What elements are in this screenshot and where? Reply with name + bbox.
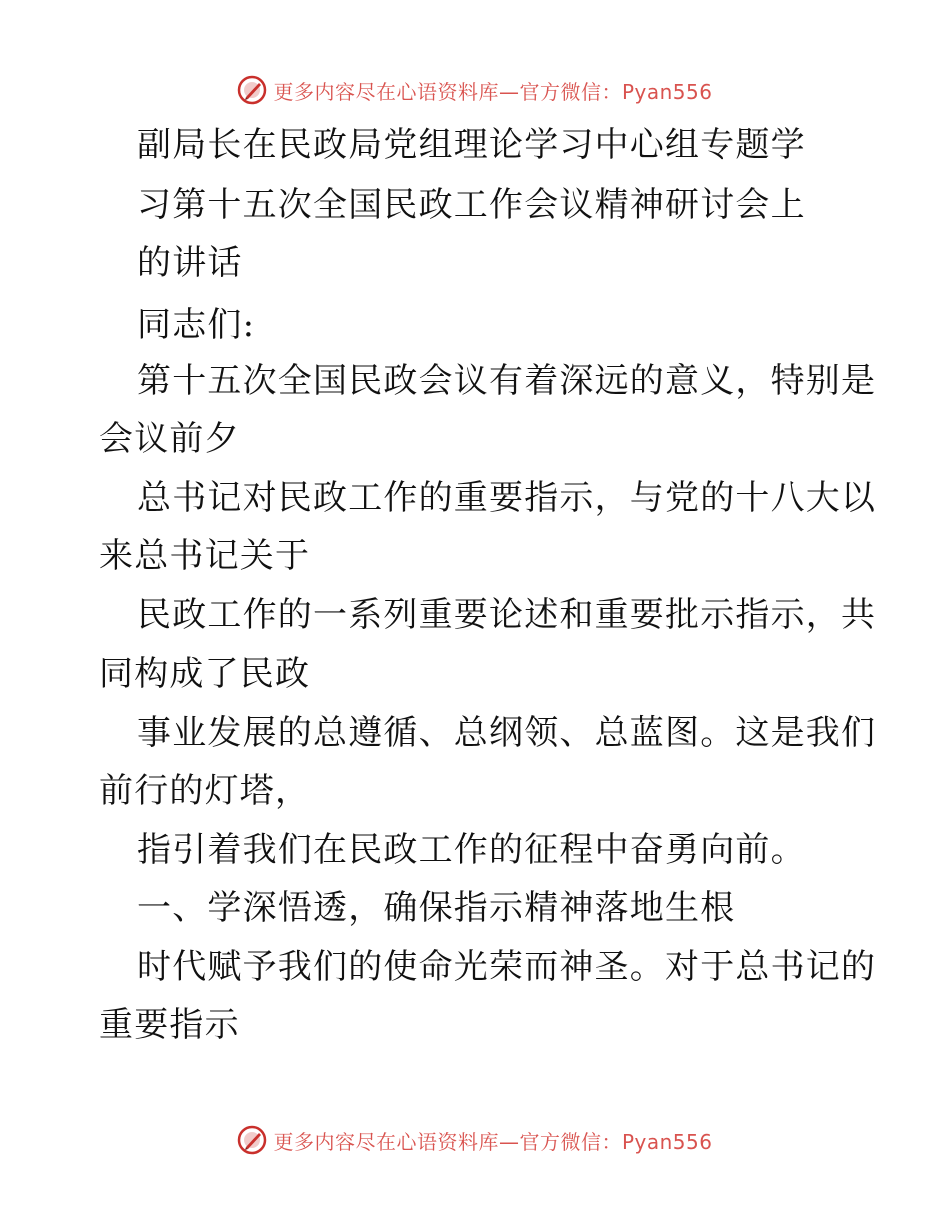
paragraph-2-line-2: 来总书记关于: [99, 536, 311, 576]
footer-banner-text: 更多内容尽在心语资料库—官方微信：Pyan556: [273, 1129, 713, 1154]
pen-seal-icon: [237, 75, 267, 105]
section-heading-1: 一、学深悟透，确保指示精神落地生根: [137, 888, 736, 928]
paragraph-2-line-1: 总书记对民政工作的重要指示，与党的十八大以: [137, 478, 877, 518]
paragraph-3-line-1: 民政工作的一系列重要论述和重要批示指示，共: [137, 595, 877, 635]
footer-banner: [0, 1120, 950, 1160]
paragraph-4-line-2: 前行的灯塔，: [99, 771, 311, 811]
paragraph-1-line-2: 会议前夕: [99, 419, 240, 459]
paragraph-7-line-2: 重要指示: [99, 1005, 240, 1045]
title-line-3: 的讲话: [137, 243, 243, 283]
paragraph-3-line-2: 同构成了民政: [99, 654, 311, 694]
paragraph-4-line-1: 事业发展的总遵循、总纲领、总蓝图。这是我们: [137, 713, 877, 753]
pen-seal-icon: [237, 1125, 267, 1155]
header-banner: [0, 70, 950, 110]
paragraph-7-line-1: 时代赋予我们的使命光荣而神圣。对于总书记的: [137, 947, 877, 987]
title-line-2: 习第十五次全国民政工作会议精神研讨会上: [137, 185, 806, 225]
title-line-1: 副局长在民政局党组理论学习中心组专题学: [137, 125, 806, 165]
header-banner-text: 更多内容尽在心语资料库—官方微信：Pyan556: [273, 79, 713, 104]
paragraph-1-line-1: 第十五次全国民政会议有着深远的意义，特别是: [137, 361, 877, 401]
paragraph-5-line-1: 指引着我们在民政工作的征程中奋勇向前。: [137, 830, 806, 870]
salutation: 同志们:: [137, 305, 256, 345]
